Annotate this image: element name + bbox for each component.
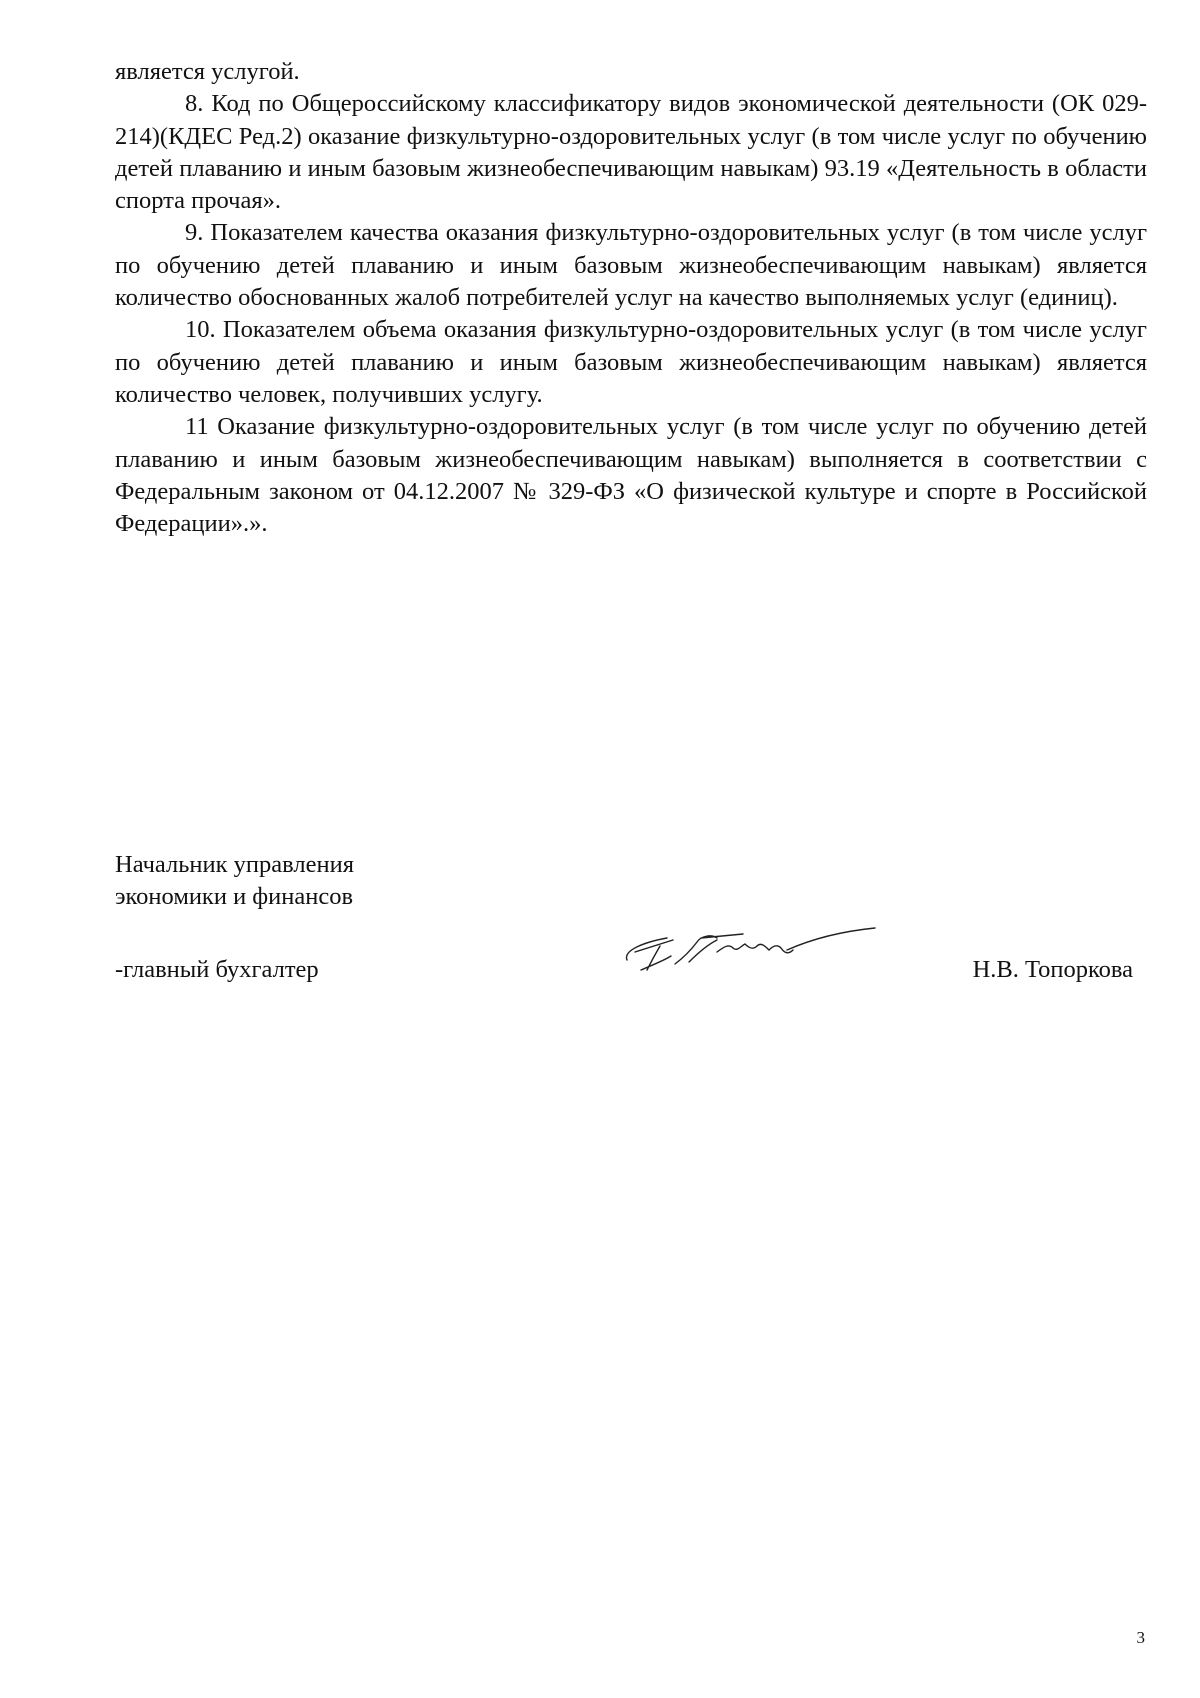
signatory-name: Н.В. Топоркова: [972, 956, 1133, 983]
paragraph-10: 10. Показателем объема оказания физкультурно-оздоровительных услуг (в том числе услуг по обучению детей плаванию и иным базовым жизнеобеспечивающим навыкам) является количество человек, получивших услугу.: [115, 316, 1147, 408]
signatory-title-line-1: Начальник управления: [115, 851, 354, 878]
signatory-title-line-2: экономики и финансов: [115, 883, 354, 910]
handwritten-signature: [605, 920, 895, 980]
paragraph-9: 9. Показателем качества оказания физкультурно-оздоровительных услуг (в том числе услуг по обучению детей плаванию и иным базовым жизнеобеспечивающим навыкам) является количество обоснованных жалоб потребителей услуг на качество выполняемых услуг (единиц).: [115, 219, 1147, 312]
paragraph-8: 8. Код по Общероссийскому классификатору видов экономической деятельности (ОК 029-214)(КДЕС Ред.2) оказание физкультурно-оздоровительных услуг (в том числе услуг по обучению детей плаванию и иным базовым жизнеобеспечивающим навыкам) 93.19 «Деятельность в области спорта прочая».: [115, 90, 1147, 215]
paragraph-11: 11 Оказание физкультурно-оздоровительных услуг (в том числе услуг по обучению детей плаванию и иным базовым жизнеобеспечивающим навыкам) выполняется в соответствии с Федеральным законом от 04.12.2007 № 329-ФЗ «О физической культуре и спорте в Российской Федерации».».: [115, 413, 1147, 538]
paragraph-continuation: является услугой.: [115, 58, 300, 85]
document-body: [115, 56, 1147, 540]
page-number: 3: [1136, 1628, 1145, 1647]
signatory-title-line-3: -главный бухгалтер: [115, 956, 319, 983]
